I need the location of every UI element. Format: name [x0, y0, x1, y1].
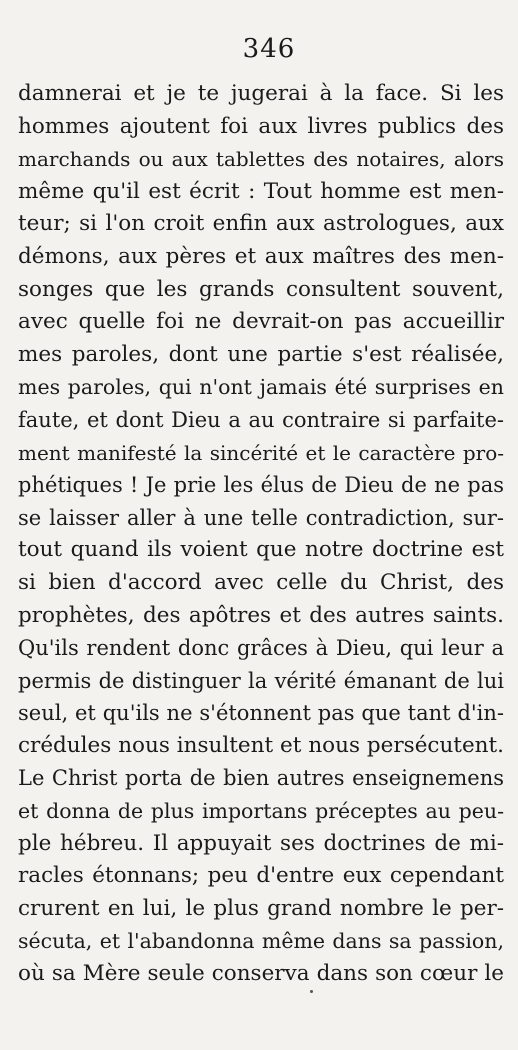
text-line: et donna de plus importans préceptes au peu- [18, 799, 504, 824]
text-line: teur; si l'on croit enfin aux astrologues, aux [18, 211, 504, 237]
text-line: prophètes, des apôtres et des autres saints. [18, 602, 504, 628]
text-line: damnerai et je te jugerai à la face. Si les [18, 81, 504, 106]
text-line: permis de distinguer la vérité émanant de lui [18, 668, 504, 693]
text-line: marchands ou aux tablettes des notaires, alors [18, 147, 504, 172]
text-line: Qu'ils rendent donc grâces à Dieu, qui leur a [18, 636, 504, 661]
text-line: Le Christ porta de bien autres enseignemens [18, 766, 504, 791]
text-line: racles étonnans; peu d'entre eux cependant [18, 863, 504, 889]
text-line: si bien d'accord avec celle du Christ, des [18, 569, 504, 595]
text-line: où sa Mère seule conserva dans son cœur le [18, 961, 504, 987]
body-text [18, 78, 504, 991]
page-number: 346 [242, 34, 296, 64]
text-line: mes paroles, qui n'ont jamais été surprises en [18, 375, 504, 400]
text-line: ment manifesté la sincérité et le caractère pro- [18, 440, 504, 465]
text-line: hommes ajoutent foi aux livres publics des [18, 113, 504, 139]
text-line: même qu'il est écrit : Tout homme est men- [18, 178, 504, 204]
text-line: tout quand ils voient que notre doctrine est [18, 537, 504, 563]
text-line: se laisser aller à une telle contradiction, sur- [18, 505, 504, 530]
text-line: phétiques ! Je prie les élus de Dieu de ne pas [18, 473, 504, 498]
text-line: ple hébreu. Il appuyait ses doctrines de mi- [18, 830, 504, 856]
text-line: démons, aux pères et aux maîtres des men- [18, 243, 504, 269]
text-line: songes que les grands consultent souvent, [18, 276, 504, 302]
text-line: sécuta, et l'abandonna même dans sa passion, [18, 929, 504, 954]
text-line: crédules nous insultent et nous persécutent. [18, 732, 504, 758]
text-line: crurent en lui, le plus grand nombre le per- [18, 895, 504, 921]
text-line: seul, et qu'ils ne s'étonnent pas que tant d'in- [18, 701, 504, 726]
ink-speck [310, 990, 313, 993]
text-line: avec quelle foi ne devrait-on pas accueillir [18, 309, 504, 335]
text-line: mes paroles, dont une partie s'est réalisée, [18, 341, 504, 367]
text-line: faute, et dont Dieu a au contraire si parfaite- [18, 407, 504, 432]
